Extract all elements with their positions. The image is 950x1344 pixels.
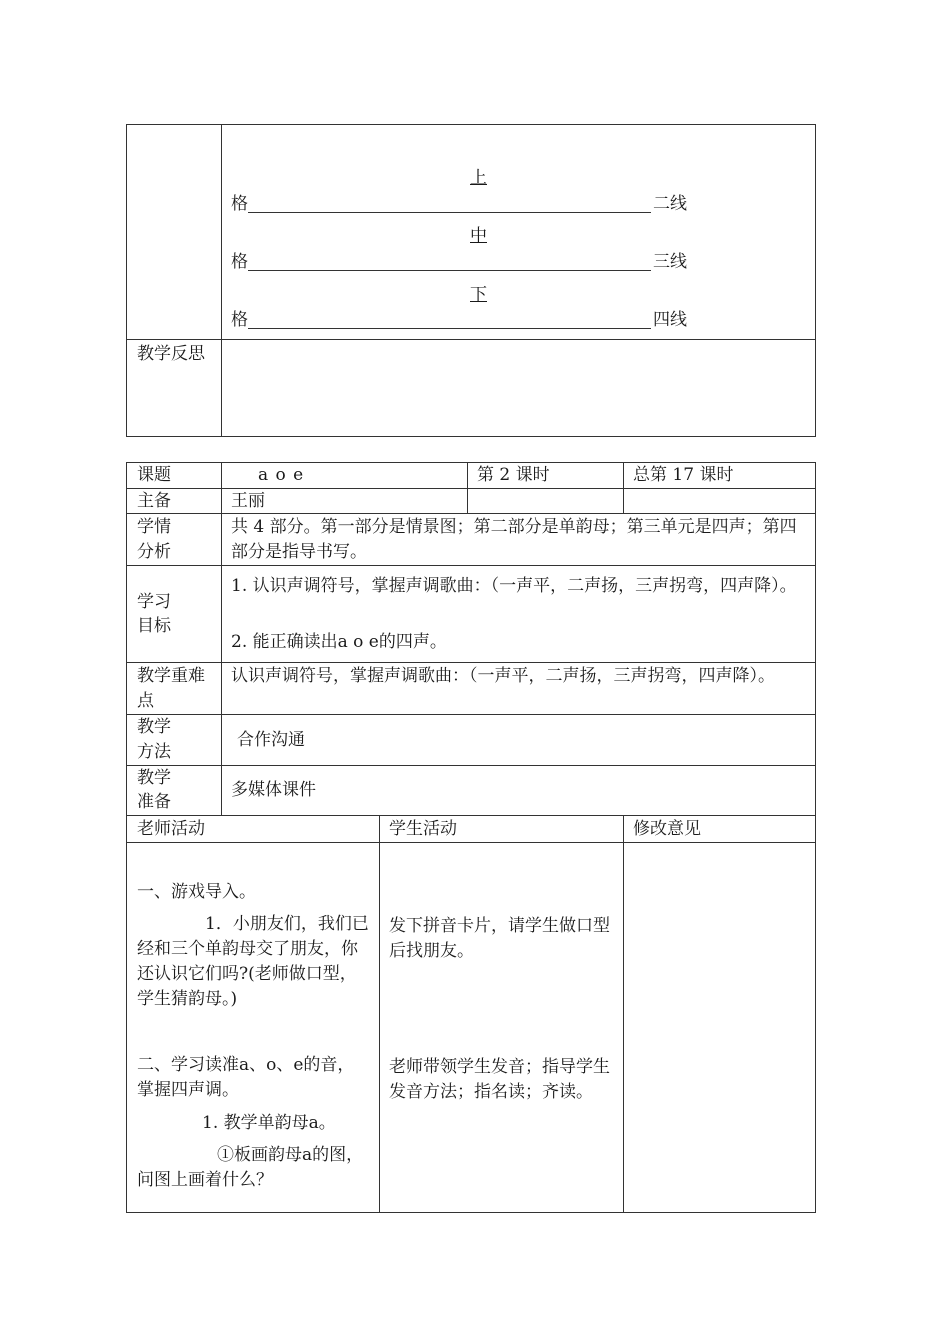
topic-label: 课题 bbox=[137, 465, 171, 485]
second-line bbox=[248, 212, 651, 213]
analysis-text: 共 4 部分。第一部分是情景图；第二部分是单韵母；第三单元是四声；第四部分是指导书写。 bbox=[231, 517, 797, 562]
preparer-label: 主备 bbox=[137, 491, 171, 511]
third-line bbox=[248, 270, 651, 271]
lower-grid-left-label: 格 bbox=[231, 310, 248, 330]
column-rule bbox=[467, 462, 468, 513]
goal-2: 2. 能正确读出a o e的四声。 bbox=[231, 632, 447, 652]
difficulty-label: 教学重难点 bbox=[137, 666, 205, 711]
lower-grid-label: 下 bbox=[470, 285, 487, 305]
goals-label-line2: 目标 bbox=[137, 616, 171, 636]
student-activity-1: 发下拼音卡片，请学生做口型后找朋友。 bbox=[389, 916, 610, 961]
column-rule bbox=[623, 815, 624, 1213]
student-activity-header: 学生活动 bbox=[389, 819, 457, 839]
analysis-label-line1: 学情 bbox=[137, 517, 171, 537]
column-rule bbox=[623, 462, 624, 513]
row-rule bbox=[126, 565, 816, 566]
topic-value: a o e bbox=[258, 465, 305, 485]
difficulty-text: 认识声调符号，掌握声调歌曲：（一声平，二声扬，三声拐弯，四声降）。 bbox=[231, 666, 775, 686]
period-value: 第 2 课时 bbox=[477, 465, 550, 485]
fourth-line-label: 四线 bbox=[653, 310, 687, 330]
analysis-label-line2: 分析 bbox=[137, 542, 171, 562]
teacher-step-2-item: 1. 教学单韵母a。 bbox=[202, 1113, 336, 1133]
teacher-step-1-body: 1．小朋友们，我们已经和三个单韵母交了朋友，你还认识它们吗?(老师做口型，学生猜韵母。) bbox=[137, 914, 369, 1009]
prep-label-line2: 准备 bbox=[137, 792, 171, 812]
row-rule bbox=[126, 714, 816, 715]
teacher-step-1-title: 一、游戏导入。 bbox=[137, 882, 256, 902]
method-value: 合作沟通 bbox=[237, 730, 305, 750]
teacher-step-2-title: 二、学习读准a、o、e的音，掌握四声调。 bbox=[137, 1055, 355, 1100]
prep-value: 多媒体课件 bbox=[231, 780, 316, 800]
writing-grid-divider bbox=[221, 124, 222, 437]
label-column-rule bbox=[221, 462, 222, 815]
middle-grid-left-label: 格 bbox=[231, 252, 248, 272]
preparer-value: 王丽 bbox=[231, 491, 265, 511]
revision-notes-header: 修改意见 bbox=[633, 819, 701, 839]
row-rule bbox=[126, 765, 816, 766]
upper-grid-left-label: 格 bbox=[231, 194, 248, 214]
row-rule bbox=[126, 662, 816, 663]
middle-grid-label: 中 bbox=[470, 226, 487, 246]
third-line-label: 三线 bbox=[653, 252, 687, 272]
upper-grid-label: 上 bbox=[470, 168, 487, 188]
row-rule bbox=[126, 815, 816, 816]
row-rule bbox=[126, 513, 816, 514]
student-activity-2: 老师带领学生发音；指导学生发音方法；指名读；齐读。 bbox=[389, 1057, 610, 1102]
method-label-line2: 方法 bbox=[137, 742, 171, 762]
teacher-step-2-sub: ①板画韵母a的图，问图上画着什么？ bbox=[137, 1145, 364, 1190]
goals-label-line1: 学习 bbox=[137, 592, 171, 612]
row-rule bbox=[126, 842, 816, 843]
teacher-activity-header: 老师活动 bbox=[137, 819, 205, 839]
reflection-divider bbox=[126, 339, 816, 340]
second-line-label: 二线 bbox=[653, 194, 687, 214]
row-rule bbox=[126, 488, 816, 489]
prep-label-line1: 教学 bbox=[137, 768, 171, 788]
reflection-label: 教学反思 bbox=[137, 344, 205, 364]
method-label-line1: 教学 bbox=[137, 717, 171, 737]
column-rule bbox=[379, 815, 380, 1213]
fourth-line bbox=[248, 328, 651, 329]
goal-1: 1. 认识声调符号，掌握声调歌曲：（一声平，二声扬，三声拐弯，四声降）。 bbox=[231, 576, 797, 596]
total-period-value: 总第 17 课时 bbox=[633, 465, 734, 485]
